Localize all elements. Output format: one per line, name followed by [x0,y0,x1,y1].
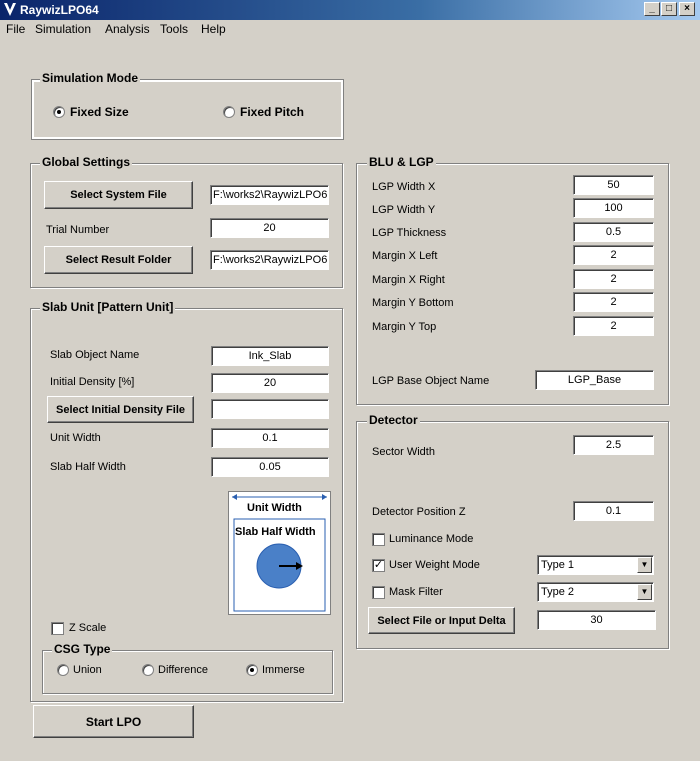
chevron-down-icon[interactable]: ▼ [637,557,652,573]
menu-tools[interactable]: Tools [160,22,189,36]
menu-bar [0,20,700,39]
select-initial-density-file-button[interactable]: Select Initial Density File [47,396,194,423]
close-button[interactable]: × [679,2,695,16]
z-scale-label: Z Scale [69,622,107,634]
difference-label: Difference [158,664,208,676]
slab-half-width-field[interactable]: 0.05 [211,457,329,477]
mask-filter-type-select[interactable] [537,582,654,602]
initial-density-field[interactable]: 20 [211,373,329,393]
delta-value-field[interactable]: 30 [537,610,656,630]
union-radio[interactable] [57,664,69,676]
margin-y-bottom-field[interactable]: 2 [573,292,654,312]
user-weight-type-value: Type 1 [541,559,575,571]
lgp-base-object-field[interactable]: LGP_Base [535,370,654,390]
select-system-file-button[interactable]: Select System File [44,181,193,209]
slab-unit-title: Slab Unit [Pattern Unit] [42,300,174,314]
margin-x-left-label: Margin X Left [372,250,438,262]
detector-title: Detector [369,413,418,427]
detector-position-z-label: Detector Position Z [372,506,466,518]
luminance-mode-checkbox[interactable] [372,533,385,546]
margin-y-bottom-label: Margin Y Bottom [372,297,454,309]
slab-half-width-label: Slab Half Width [50,461,126,473]
user-weight-mode-label: User Weight Mode [389,559,480,571]
unit-width-diagram [228,491,331,615]
initial-density-file-field[interactable] [211,399,329,419]
menu-help[interactable]: Help [201,22,226,36]
margin-x-left-field[interactable]: 2 [573,245,654,265]
mask-filter-checkbox[interactable] [372,586,385,599]
app-logo-icon [3,2,17,17]
menu-file[interactable]: File [6,22,26,36]
union-label: Union [73,664,102,676]
diagram-slab-half-width-label: Slab Half Width [235,526,316,538]
global-settings-title: Global Settings [42,155,131,169]
fixed-size-label: Fixed Size [70,105,129,119]
lgp-width-x-label: LGP Width X [372,181,436,193]
result-folder-path-field[interactable]: F:\works2\RaywizLPO6 [210,250,329,270]
fixed-pitch-radio[interactable] [223,106,235,118]
blu-lgp-title: BLU & LGP [369,155,434,169]
user-weight-mode-checkbox[interactable]: ✓ [373,559,384,571]
menu-simulation[interactable]: Simulation [35,22,92,36]
chevron-down-icon[interactable]: ▼ [637,584,652,600]
select-result-folder-button[interactable]: Select Result Folder [44,246,193,274]
sector-width-label: Sector Width [372,446,435,458]
slab-object-name-label: Slab Object Name [50,349,140,361]
lgp-thickness-field[interactable]: 0.5 [573,222,654,242]
unit-width-label: Unit Width [50,432,101,444]
margin-y-top-field[interactable]: 2 [573,316,654,336]
z-scale-checkbox[interactable] [51,622,64,635]
immerse-label: Immerse [262,664,305,676]
fixed-size-radio[interactable] [53,106,65,118]
lgp-width-y-label: LGP Width Y [372,204,436,216]
initial-density-label: Initial Density [%] [50,376,135,388]
select-file-or-input-delta-button[interactable]: Select File or Input Delta [368,607,515,634]
slab-object-name-field[interactable]: Ink_Slab [211,346,329,366]
difference-radio[interactable] [142,664,154,676]
menu-analysis[interactable]: Analysis [105,22,150,36]
start-lpo-button[interactable]: Start LPO [33,705,194,738]
margin-x-right-field[interactable]: 2 [573,269,654,289]
window-title: RaywizLPO64 [20,3,99,17]
system-file-path-field[interactable]: F:\works2\RaywizLPO6 [210,185,329,205]
sector-width-field[interactable]: 2.5 [573,435,654,455]
trial-number-field[interactable]: 20 [210,218,329,238]
maximize-button[interactable]: □ [661,2,677,16]
lgp-width-y-field[interactable]: 100 [573,198,654,218]
lgp-base-object-label: LGP Base Object Name [372,375,490,387]
title-bar [0,0,700,20]
mask-filter-type-value: Type 2 [541,586,575,598]
csg-type-title: CSG Type [54,642,111,656]
minimize-button[interactable]: _ [644,2,660,16]
lgp-thickness-label: LGP Thickness [372,227,447,239]
margin-x-right-label: Margin X Right [372,274,445,286]
fixed-pitch-label: Fixed Pitch [240,105,305,119]
diagram-unit-width-label: Unit Width [247,502,302,514]
detector-position-z-field[interactable]: 0.1 [573,501,654,521]
lgp-width-x-field[interactable]: 50 [573,175,654,195]
trial-number-label: Trial Number [46,224,110,236]
user-weight-type-select[interactable] [537,555,654,575]
unit-width-field[interactable]: 0.1 [211,428,329,448]
mask-filter-label: Mask Filter [389,586,443,598]
immerse-radio[interactable] [246,664,258,676]
margin-y-top-label: Margin Y Top [372,321,437,333]
luminance-mode-label: Luminance Mode [389,533,474,545]
simulation-mode-title: Simulation Mode [42,71,138,85]
